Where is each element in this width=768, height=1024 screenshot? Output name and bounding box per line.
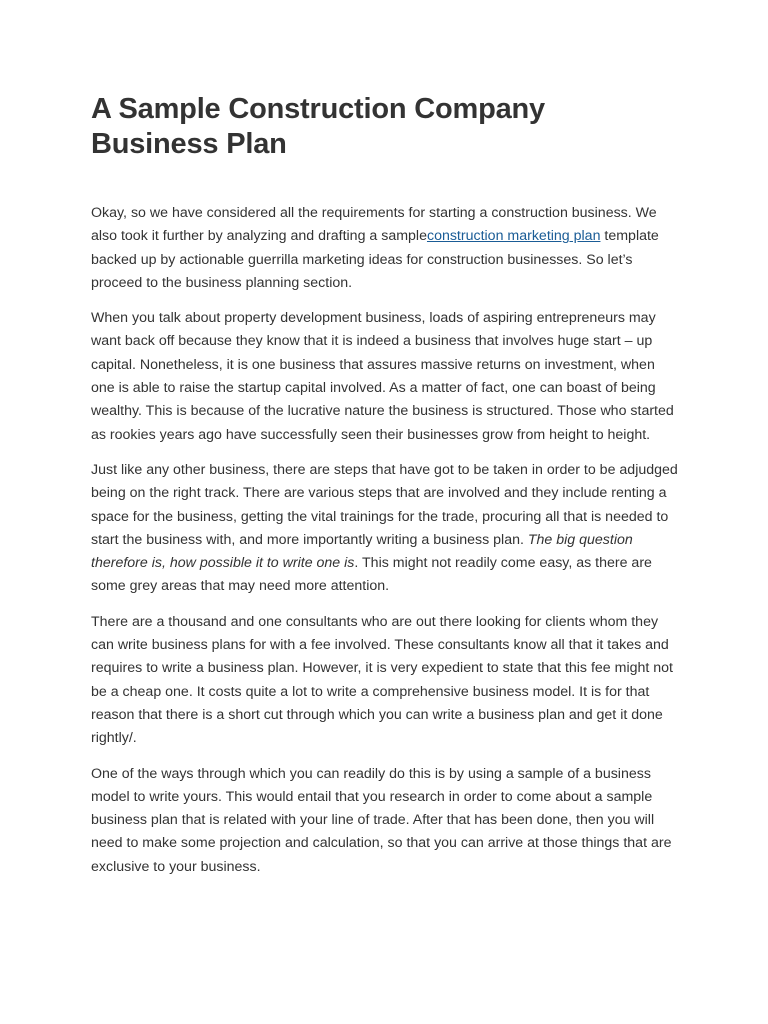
paragraph-1-text-after: template backed up by actionable guerrilla marketing ideas for construction businesses. So let’s proceed to the business planning section. xyxy=(91,228,659,291)
paragraph-3-italic-question: The big question therefore is, how possible it to write one is xyxy=(91,531,633,572)
page-title xyxy=(91,92,681,162)
construction-marketing-plan-link[interactable]: construction marketing plan xyxy=(426,228,601,245)
paragraph-3-text-before: Just like any other business, there are steps that have got to be taken in order to be adjudged being on the right track. There are various steps that are involved and they include renting a space for the business, getting the vital trainings for the trade, procuring all that is needed to start the business with, and more importantly writing a business plan. xyxy=(91,461,678,548)
paragraph-3-text-after: . This might not readily come easy, as there are some grey areas that may need more attention. xyxy=(91,555,652,595)
title-line-2: Business Plan xyxy=(91,128,287,160)
title-line-1: A Sample Construction Company xyxy=(91,93,545,125)
paragraph-1 xyxy=(91,202,681,295)
paragraph-3 xyxy=(91,459,681,599)
paragraph-1-text-before: Okay, so we have considered all the requirements for starting a construction business. We also took it further by analyzing and drafting a sample xyxy=(91,205,657,245)
document-page xyxy=(91,92,681,891)
paragraph-2: When you talk about property development business, loads of aspiring entrepreneurs may want back off because they know that it is indeed a business that involves huge start – up capital. Nonetheless, it is one business that assures massive returns on investment, when one is able to raise the startup capital involved. As a matter of fact, one can boast of being wealthy. This is because of the lucrative nature the business is structured. Those who started as rookies years ago have successfully seen their businesses grow from height to height. xyxy=(91,310,674,443)
paragraph-4: There are a thousand and one consultants who are out there looking for clients whom they can write business plans for with a fee involved. These consultants know all that it takes and requires to write a business plan. However, it is very expedient to state that this fee might not be a cheap one. It costs quite a lot to write a comprehensive business model. It is for that reason that there is a short cut through which you can write a business plan and get it done rightly/. xyxy=(91,613,673,747)
paragraph-5: One of the ways through which you can readily do this is by using a sample of a business model to write yours. This would entail that you research in order to come about a sample business plan that is related with your line of trade. After that has been done, then you will need to make some projection and calculation, so that you can arrive at those things that are exclusive to your business. xyxy=(91,765,672,875)
